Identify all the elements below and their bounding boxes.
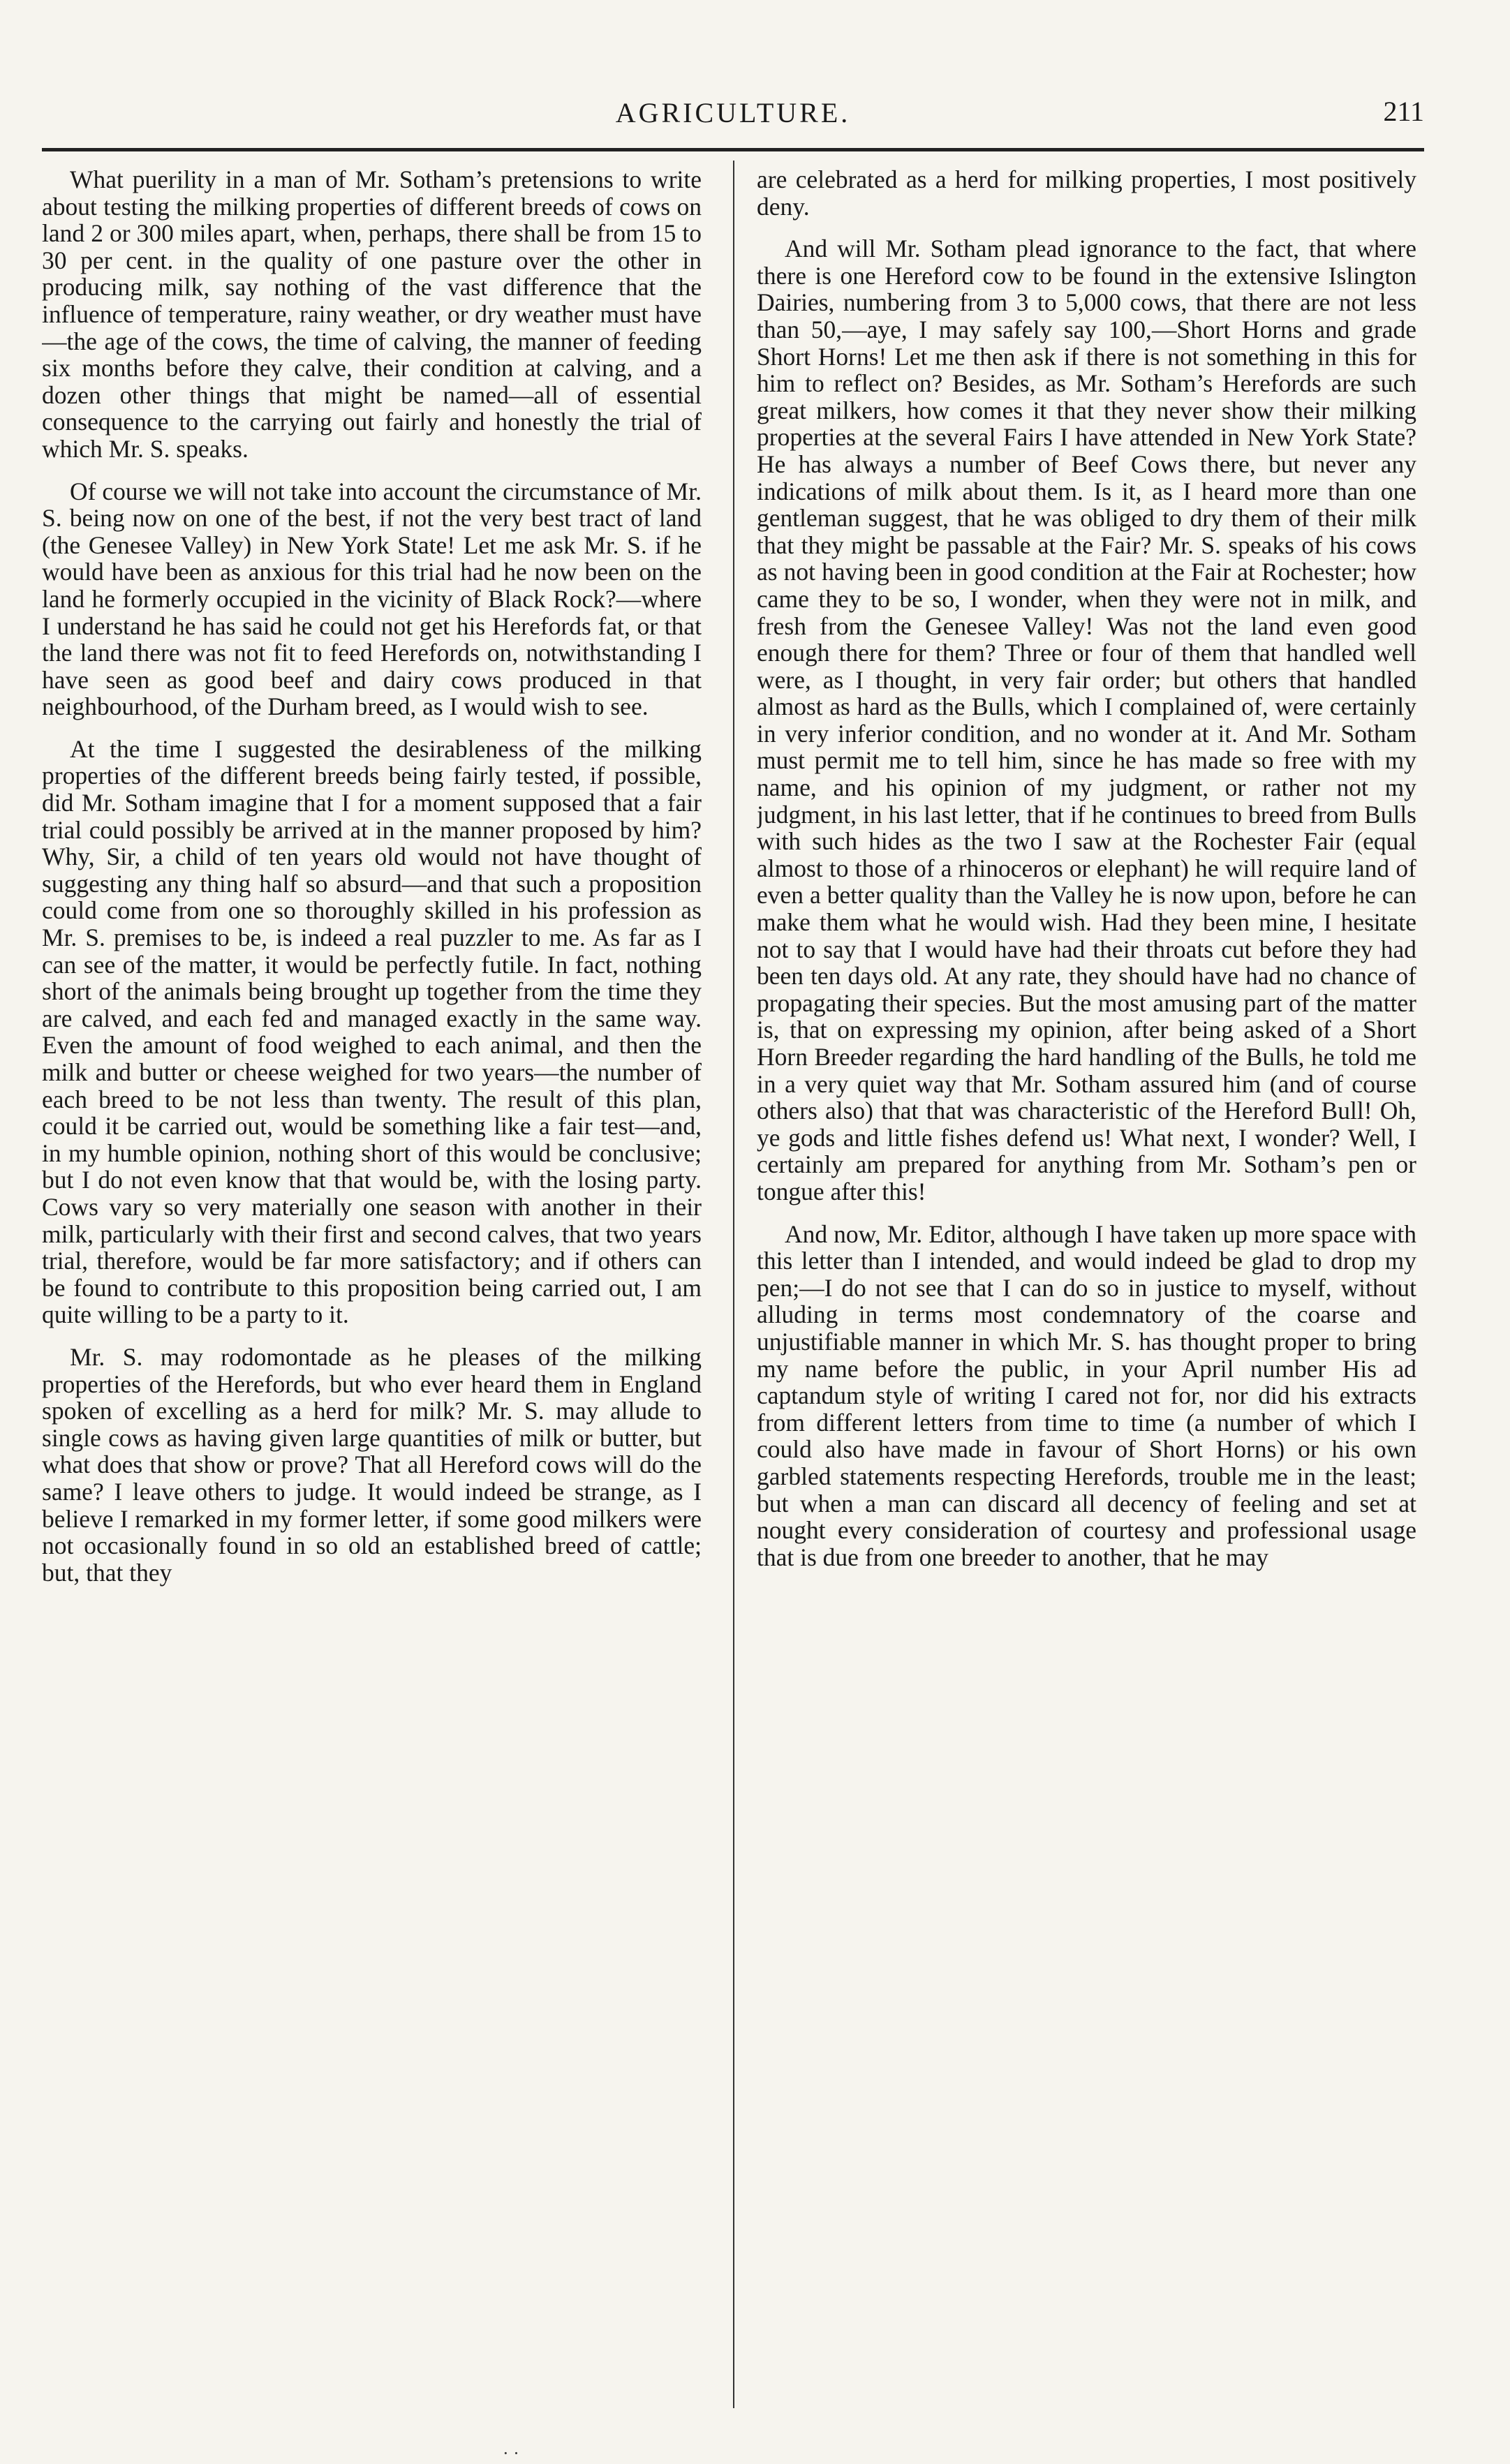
paragraph: What puerility in a man of Mr. Sotham’s pretensions to write about testing the milking properties of different breeds of cows on land 2 or 300 miles apart, when, perhaps, there shall be from 15 to 30 per cent. in the quality of one pasture over the other in producing milk, say nothing of the vast difference that the influence of temperature, rainy weather, or dry weather must have—the age of the cows, the time of calving, the manner of feeding six months before they calve, their condition at calving, and a dozen other things that might be named—all of essential consequence to the carrying out fairly and honestly the trial of which Mr. S. speaks. bbox=[42, 166, 702, 463]
paragraph: Mr. S. may rodomontade as he pleases of the milking properties of the Herefords, but who ever heard them in England spoken of excelling as a herd for milk? Mr. S. may allude to single cows as having given large quantities of milk or butter, but what does that show or prove? That all Hereford cows will do the same? I leave others to judge. It would indeed be strange, as I believe I remarked in my former letter, if some good milkers were not occasionally found in so old an established breed of cattle; but, that they bbox=[42, 1342, 702, 1587]
running-title: AGRICULTURE. bbox=[615, 97, 851, 128]
paragraph: And now, Mr. Editor, although I have taken up more space with this letter than I intended, and would indeed be glad to drop my pen;—I do not see that I can do so in justice to myself, without alluding in terms most condemnatory of the coarse and unjustifiable manner in which Mr. S. has thought proper to bring my name before the public, in your April number His ad captandum style of writing I cared not for, nor did his extracts from different letters from time to time (a number of which I could also have made in favour of Short Horns) or his own garbled statements respecting Herefords, trouble me in the least; but when a man can discard all decency of feeling and set at nought every consideration of courtesy and professional usage that is due from one breeder to another, that he may bbox=[757, 1219, 1416, 1571]
page-number: 211 bbox=[1383, 96, 1424, 127]
left-column bbox=[42, 166, 702, 2407]
right-column bbox=[757, 166, 1416, 2407]
paragraph: And will Mr. Sotham plead ignorance to the fact, that where there is one Hereford cow to be found in the extensive Islington Dairies, numbering from 3 to 5,000 cows, that there are not less than 50,—aye, I may safely say 100,—Short Horns and grade Short Horns! Let me then ask if there is not something in this for him to reflect on? Besides, as Mr. Sotham’s Herefords are such great milkers, how comes it that they never show their milking properties at the several Fairs I have attended in New York State? He has always a number of Beef Cows there, but never any indications of milk about them. Is it, as I heard more than one gentleman suggest, that he was obliged to dry them of their milk that they might be passable at the Fair? Mr. S. speaks of his cows as not having been in good condition at the Fair at Rochester; how came they to be so, I wonder, when they were not in milk, and fresh from the Genesee Valley! Was not the land even good enough there for them? Three or four of them that handled well were, as I thought, in very fair order; but others that handled almost as hard as the Bulls, which I complained of, were certainly in very inferior condition, and no wonder at it. And Mr. Sotham must permit me to tell him, since he has made so free with my name, and his opinion of my judgment, or rather not my judgment, in his last letter, that if he continues to breed from Bulls with such hides as the two I saw at the Rochester Fair (equal almost to those of a rhinoceros or elephant) he will require land of even a better quality than the Valley he is now upon, before he can make them what he would wish. Had they been mine, I hesitate not to say that I would have had their throats cut before they had been ten days old. At any rate, they should have had no chance of propagating their species. But the most amusing part of the matter is, that on expressing my opinion, after being asked of a Short Horn Breeder regarding the hard handling of the Bulls, he told me in a very quiet way that Mr. Sotham assured him (and of course others also) that that was characteristic of the Hereford Bull! Oh, ye gods and little fishes defend us! What next, I wonder? Well, I certainly am prepared for anything from Mr. Sotham’s pen or tongue after this! bbox=[757, 235, 1416, 1205]
running-header bbox=[42, 91, 1424, 147]
header-rule bbox=[42, 148, 1424, 151]
paragraph: At the time I suggested the desirableness of the milking properties of the different breeds being fairly tested, if possible, did Mr. Sotham imagine that I for a moment supposed that a fair trial could possibly be arrived at in the manner proposed by him? Why, Sir, a child of ten years old would not have thought of suggesting any thing half so absurd—and that such a proposition could come from one so thoroughly skilled in his profession as Mr. S. premises to be, is indeed a real puzzler to me. As far as I can see of the matter, it would be perfectly futile. In fact, nothing short of the animals being brought up together from the time they are calved, and each fed and managed exactly in the same way. Even the amount of food weighed to each animal, and then the milk and butter or cheese weighed for two years—the number of each breed to be not less than twenty. The result of this plan, could it be carried out, would be something like a fair test—and, in my humble opinion, nothing short of this would be conclusive; but I do not even know that that would be, with the losing party. Cows vary so very materially one season with another in their milk, particularly with their first and second calves, that two years trial, therefore, would be far more satisfactory; and if others can be found to contribute to this proposition being carried out, I am quite willing to be a party to it. bbox=[42, 734, 702, 1329]
paragraph: are celebrated as a herd for milking properties, I most positively deny. bbox=[757, 166, 1416, 221]
page bbox=[42, 91, 1424, 2463]
column-divider bbox=[733, 161, 734, 2408]
footer-ornament: · · bbox=[503, 2443, 519, 2463]
paragraph: Of course we will not take into account the circumstance of Mr. S. being now on one of the best, if not the very best tract of land (the Genesee Valley) in New York State! Let me ask Mr. S. if he would have been as anxious for this trial had he now been on the land he formerly occupied in the vicinity of Black Rock?—where I understand he has said he could not get his Herefords fat, or that the land there was not fit to feed Herefords on, notwithstanding I have seen as good beef and dairy cows produced in that neighbourhood, of the Durham breed, as I would wish to see. bbox=[42, 477, 702, 721]
